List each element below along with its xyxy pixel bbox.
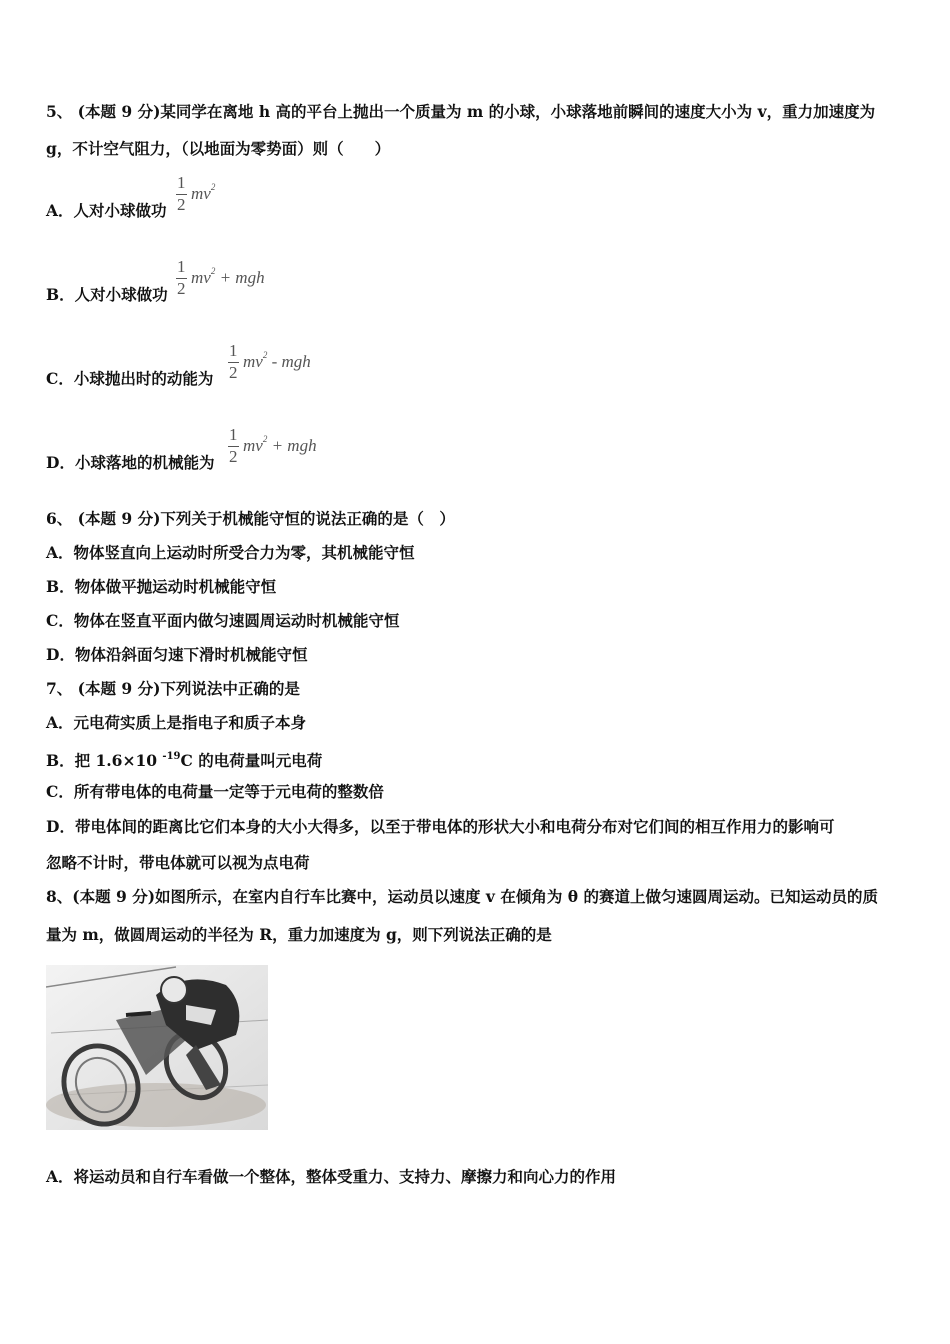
q7-option-a: A．元电荷实质上是指电子和质子本身 bbox=[46, 713, 307, 732]
fraction-denominator: 2 bbox=[177, 279, 186, 298]
q6-option-d: D．物体沿斜面匀速下滑时机械能守恒 bbox=[46, 645, 308, 664]
q5-option-a bbox=[46, 199, 167, 221]
q5-option-d-label: D．小球落地的机械能为 bbox=[46, 453, 215, 472]
formula-expression: $mv^2$ + mgh bbox=[191, 266, 265, 287]
formula-expression: $mv^2$ bbox=[191, 182, 216, 203]
formula-expression: $mv^2$ + mgh bbox=[243, 434, 317, 455]
q5-stem-line1: 5、 (本题 9 分)某同学在离地 h 高的平台上抛出一个质量为 m 的小球，小球落地前瞬间的速度大小为 v，重力加速度为 bbox=[46, 102, 876, 121]
q5-stem-line2: g，不计空气阻力，（以地面为零势面）则（ ） bbox=[46, 139, 391, 158]
q6-option-a: A．物体竖直向上运动时所受合力为零，其机械能守恒 bbox=[46, 543, 415, 562]
q7-option-d-line1: D．带电体间的距离比它们本身的大小大得多，以至于带电体的形状大小和电荷分布对它们间的相互作用力的影响可 bbox=[46, 817, 835, 836]
q5-option-a-label: A．人对小球做功 bbox=[46, 201, 167, 220]
formula-expression: $mv^2$ - mgh bbox=[243, 350, 311, 371]
q8-option-a: A．将运动员和自行车看做一个整体，整体受重力、支持力、摩擦力和向心力的作用 bbox=[46, 1167, 617, 1186]
fraction-numerator: 1 bbox=[229, 341, 238, 360]
cyclist-photo bbox=[46, 965, 268, 1130]
fraction-denominator: 2 bbox=[229, 363, 238, 382]
q6-stem: 6、 (本题 9 分)下列关于机械能守恒的说法正确的是（ ） bbox=[46, 509, 455, 528]
q5-option-b bbox=[46, 283, 168, 305]
q7-option-b: B．把 1.6×10 $^{-19}$C 的电荷量叫元电荷 bbox=[46, 751, 323, 770]
q7-option-d-line2: 忽略不计时，带电体就可以视为点电荷 bbox=[46, 853, 310, 872]
q8-stem-line1: 8、(本题 9 分)如图所示，在室内自行车比赛中，运动员以速度 v 在倾角为 θ 的赛道上做匀速圆周运动。已知运动员的质 bbox=[46, 887, 878, 906]
q7-stem: 7、 (本题 9 分)下列说法中正确的是 bbox=[46, 679, 300, 698]
fraction-numerator: 1 bbox=[177, 257, 186, 276]
fraction-denominator: 2 bbox=[177, 195, 186, 214]
q5-option-d bbox=[46, 451, 214, 473]
fraction-numerator: 1 bbox=[177, 173, 186, 192]
q6-option-c: C．物体在竖直平面内做匀速圆周运动时机械能守恒 bbox=[46, 611, 400, 630]
q5-option-b-label: B．人对小球做功 bbox=[46, 285, 168, 304]
q5-option-c-label: C．小球抛出时的动能为 bbox=[46, 369, 214, 388]
q7-option-c: C．所有带电体的电荷量一定等于元电荷的整数倍 bbox=[46, 782, 384, 801]
fraction-numerator: 1 bbox=[229, 425, 238, 444]
q8-stem-line2: 量为 m，做圆周运动的半径为 R，重力加速度为 g，则下列说法正确的是 bbox=[46, 925, 552, 944]
q6-option-b: B．物体做平抛运动时机械能守恒 bbox=[46, 577, 277, 596]
fraction-denominator: 2 bbox=[229, 447, 238, 466]
q5-option-c bbox=[46, 367, 213, 389]
